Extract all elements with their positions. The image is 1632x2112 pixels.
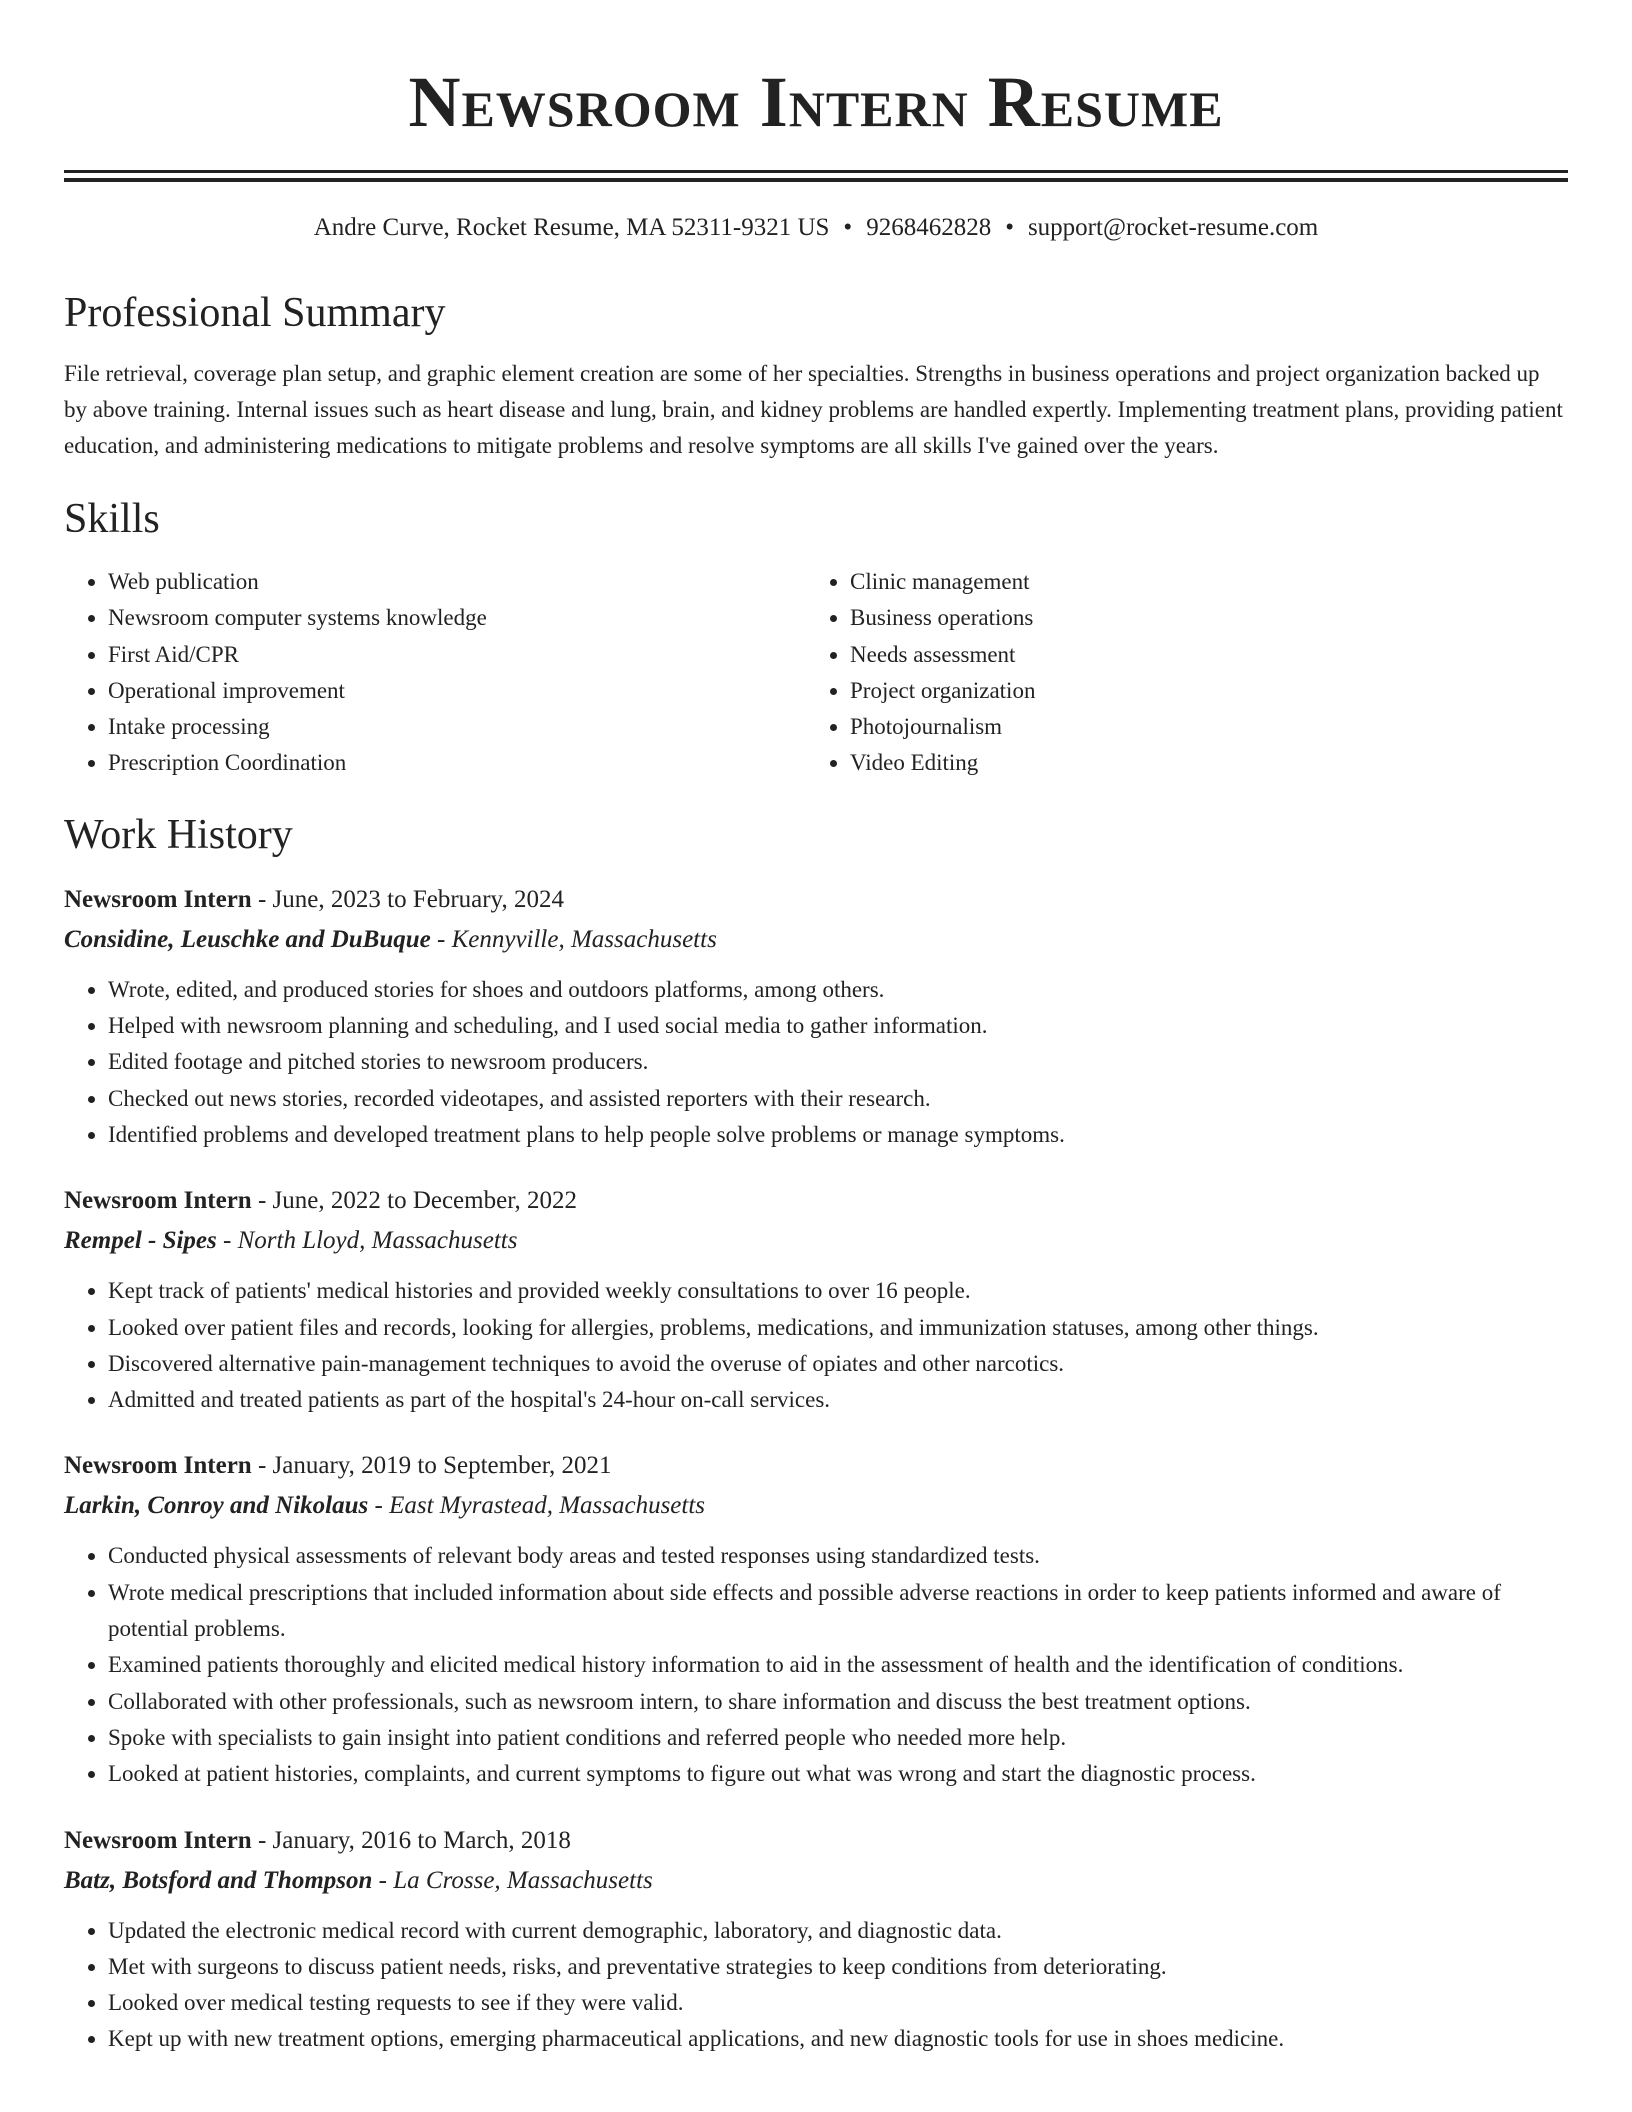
skill-item: • Needs assessment <box>850 637 1548 673</box>
job-bullet: • Helped with newsroom planning and scheduling, and I used social media to gather information. <box>108 1008 1568 1044</box>
contact-email: support@rocket-resume.com <box>1027 214 1319 241</box>
job-company-line <box>64 920 1568 960</box>
job-bullet: • Met with surgeons to discuss patient needs, risks, and preventative strategies to keep conditions from deteriorating. <box>108 1949 1568 1985</box>
job-bullet: • Edited footage and pitched stories to newsroom producers. <box>108 1044 1568 1080</box>
contact-separator: • <box>843 214 853 241</box>
skills-column-left <box>64 564 806 782</box>
skill-item: • Web publication <box>108 564 806 600</box>
job-entry <box>64 880 1568 1153</box>
title-divider <box>64 170 1568 182</box>
job-bullet: • Identified problems and developed treatment plans to help people solve problems or manage symptoms. <box>108 1117 1568 1153</box>
job-location: - East Myrastead, Massachusetts <box>374 1492 706 1520</box>
skills-column-right <box>806 564 1548 782</box>
job-entry <box>64 1446 1568 1792</box>
job-company: Batz, Botsford and Thompson <box>64 1866 373 1894</box>
skill-item: • Business operations <box>850 600 1548 636</box>
job-bullet: • Wrote medical prescriptions that included information about side effects and possible adverse reactions in order to keep patients informed and aware of potential problems. <box>108 1575 1568 1648</box>
skill-item: • Operational improvement <box>108 673 806 709</box>
job-bullet: • Examined patients thoroughly and elicited medical history information to aid in the assessment of health and the identification of conditions. <box>108 1647 1568 1683</box>
job-location: - North Lloyd, Massachusetts <box>223 1227 518 1255</box>
job-title: Newsroom Intern <box>64 1826 252 1854</box>
job-title-line <box>64 1181 1568 1221</box>
contact-separator: • <box>1005 214 1014 241</box>
summary-heading: Professional Summary <box>64 290 446 336</box>
skill-item: • Photojournalism <box>850 709 1548 745</box>
job-dates: - January, 2016 to March, 2018 <box>257 1826 571 1854</box>
job-entry <box>64 1181 1568 1418</box>
job-dates: - June, 2022 to December, 2022 <box>257 1187 578 1215</box>
job-bullet: • Looked at patient histories, complaints, and current symptoms to figure out what was wrong and start the diagnostic process. <box>108 1756 1568 1792</box>
skill-item: • Prescription Coordination <box>108 745 806 781</box>
job-bullet: • Updated the electronic medical record with current demographic, laboratory, and diagnostic data. <box>108 1913 1568 1949</box>
job-title: Newsroom Intern <box>64 1452 252 1480</box>
skill-item: • Newsroom computer systems knowledge <box>108 600 806 636</box>
job-dates: - June, 2023 to February, 2024 <box>257 885 564 913</box>
job-company: Larkin, Conroy and Nikolaus <box>64 1492 369 1520</box>
job-bullets <box>64 1273 1568 1418</box>
job-company-line <box>64 1486 1568 1526</box>
job-entry <box>64 1821 1568 2058</box>
skill-item: • Project organization <box>850 673 1548 709</box>
job-title-line <box>64 1446 1568 1486</box>
job-bullet: • Wrote, edited, and produced stories for shoes and outdoors platforms, among others. <box>108 972 1568 1008</box>
job-company-line <box>64 1221 1568 1261</box>
job-title-line <box>64 880 1568 920</box>
job-bullet: • Conducted physical assessments of relevant body areas and tested responses using standardized tests. <box>108 1538 1568 1574</box>
work-history-list <box>64 880 1568 2058</box>
contact-address: Andre Curve, Rocket Resume, MA 52311-9321 US <box>313 214 830 241</box>
job-title-line <box>64 1821 1568 1861</box>
job-bullets <box>64 972 1568 1153</box>
summary-text: File retrieval, coverage plan setup, and graphic element creation are some of her specialties. Strengths in business operations and project organization backed up by above training. Internal issues such as heart disease and lung, brain, and kidney problems are handled expertly. Implementing treatment plans, providing patient education, and administering medications to mitigate problems and resolve symptoms are all skills I've gained over the years. <box>64 361 1563 458</box>
job-company: Rempel - Sipes <box>64 1227 217 1255</box>
job-bullets <box>64 1913 1568 2058</box>
job-bullet: • Collaborated with other professionals, such as newsroom intern, to share information and discuss the best treatment options. <box>108 1684 1568 1720</box>
job-dates: - January, 2019 to September, 2021 <box>257 1452 612 1480</box>
job-bullet: • Looked over patient files and records, looking for allergies, problems, medications, and immunization statuses, among other things. <box>108 1310 1568 1346</box>
job-title: Newsroom Intern <box>64 1187 252 1215</box>
contact-line <box>64 212 1568 244</box>
job-location: - Kennyville, Massachusetts <box>437 925 717 953</box>
job-location: - La Crosse, Massachusetts <box>378 1866 653 1894</box>
job-title: Newsroom Intern <box>64 885 252 913</box>
job-bullet: • Spoke with specialists to gain insight into patient conditions and referred people who needed more help. <box>108 1720 1568 1756</box>
job-bullet: • Checked out news stories, recorded videotapes, and assisted reporters with their research. <box>108 1081 1568 1117</box>
job-bullets <box>64 1538 1568 1792</box>
job-company: Considine, Leuschke and DuBuque <box>64 925 431 953</box>
job-bullet: • Looked over medical testing requests to see if they were valid. <box>108 1985 1568 2021</box>
skill-item: • Clinic management <box>850 564 1548 600</box>
job-bullet: • Discovered alternative pain-management techniques to avoid the overuse of opiates and other narcotics. <box>108 1346 1568 1382</box>
job-bullet: • Kept track of patients' medical histories and provided weekly consultations to over 16 people. <box>108 1273 1568 1309</box>
skill-item: • First Aid/CPR <box>108 637 806 673</box>
job-bullet: • Kept up with new treatment options, emerging pharmaceutical applications, and new diagnostic tools for use in shoes medicine. <box>108 2021 1568 2057</box>
job-bullet: • Admitted and treated patients as part of the hospital's 24-hour on-call services. <box>108 1382 1568 1418</box>
skill-item: • Video Editing <box>850 745 1548 781</box>
contact-phone: 9268462828 <box>866 214 992 241</box>
skills-list <box>64 564 1568 782</box>
skills-heading: Skills <box>64 496 160 542</box>
job-company-line <box>64 1861 1568 1901</box>
skill-item: • Intake processing <box>108 709 806 745</box>
resume-title: Newsroom Intern Resume <box>408 62 1224 142</box>
work-history-heading: Work History <box>64 811 293 858</box>
